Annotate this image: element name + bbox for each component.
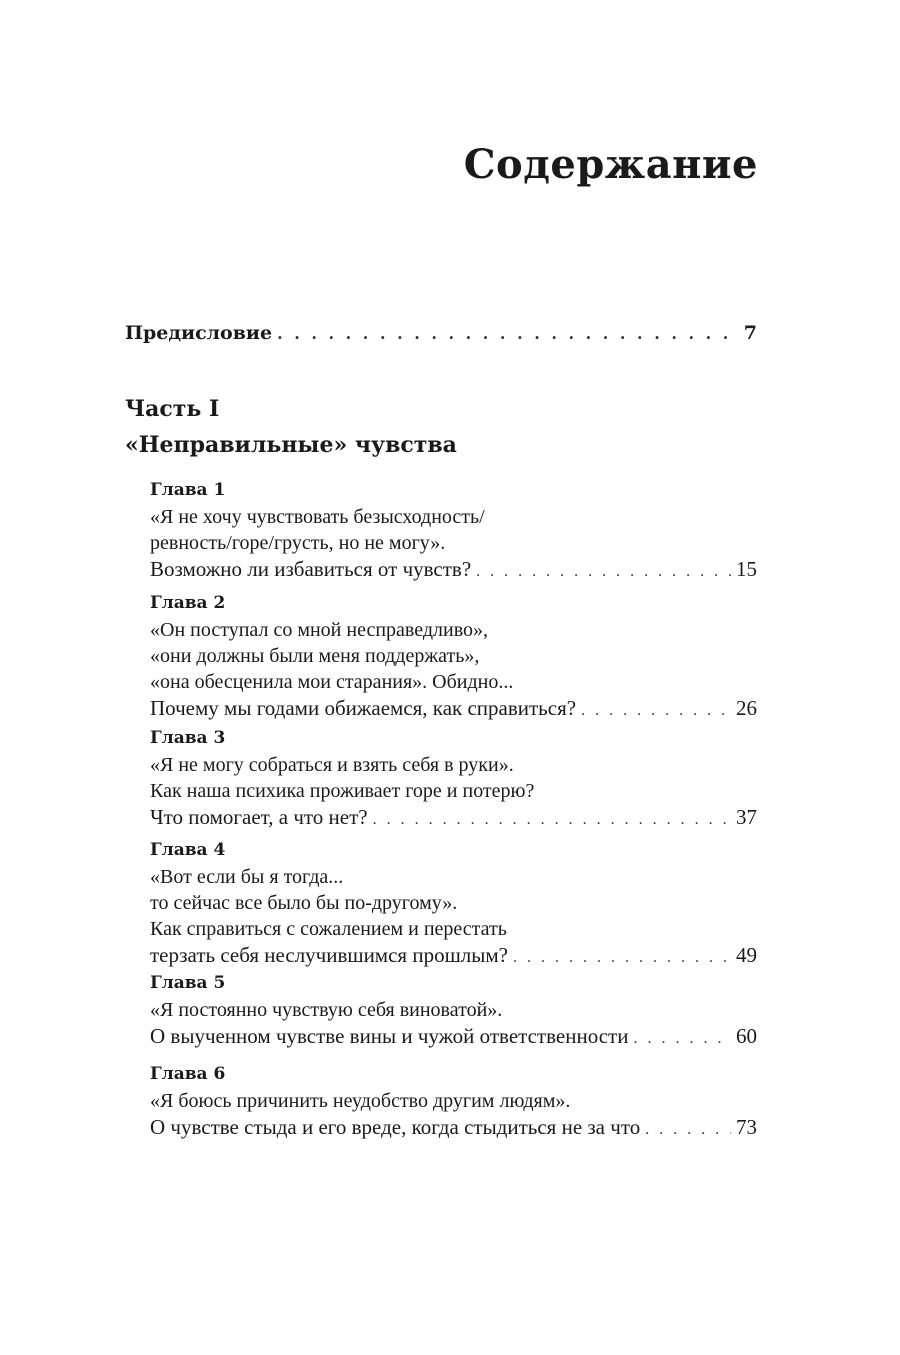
chapter-heading: Глава 4 [150, 840, 226, 860]
chapter-title-line: Как наша психика проживает горе и потерю? [150, 780, 535, 802]
chapter-title-line: Как справиться с сожалением и перестать [150, 918, 507, 940]
chapter-title-line: ревность/горе/грусть, но не могу». [150, 532, 446, 554]
toc-row [150, 942, 757, 971]
chapter-heading: Глава 6 [150, 1064, 226, 1084]
leader-dots [373, 806, 731, 833]
leader-dots [645, 1116, 731, 1143]
leader-dots [277, 320, 739, 347]
toc-entry-chapter-3[interactable] [150, 725, 757, 833]
toc-row [150, 695, 757, 724]
chapter-heading: Глава 3 [150, 728, 226, 748]
part-number: Часть I [125, 396, 220, 422]
entry-label: терзать себя неслучившимся прошлым? [150, 943, 508, 967]
entry-label: Предисловие [125, 322, 273, 344]
entry-label: Что помогает, а что нет? [150, 805, 368, 829]
page-number: 49 [736, 943, 757, 967]
part-heading [125, 391, 457, 463]
chapter-title-line: «Я боюсь причинить неудобство другим людям». [150, 1090, 571, 1112]
part-title: «Неправильные» чувства [125, 432, 457, 458]
entry-label: Почему мы годами обижаемся, как справиться? [150, 696, 577, 720]
page-number: 7 [743, 322, 757, 344]
page-title: Содержание [463, 141, 758, 188]
chapter-title-line: «они должны были меня поддержать», [150, 645, 480, 667]
chapter-heading: Глава 5 [150, 973, 226, 993]
chapter-title-line: «Я постоянно чувствую себя виноватой». [150, 999, 503, 1021]
page-number: 73 [736, 1115, 757, 1139]
leader-dots [513, 944, 731, 971]
chapter-title-line: «Я не могу собраться и взять себя в руки». [150, 754, 514, 776]
toc-entry-preface[interactable] [125, 320, 757, 347]
page-number: 15 [736, 557, 757, 581]
toc-row [125, 320, 757, 347]
page-number: 60 [736, 1024, 757, 1048]
toc-row [150, 1023, 757, 1052]
chapter-heading: Глава 2 [150, 593, 226, 613]
toc-entry-chapter-5[interactable] [150, 970, 757, 1052]
toc-row [150, 556, 757, 585]
page-number: 37 [736, 805, 757, 829]
leader-dots [581, 697, 731, 724]
entry-label: О выученном чувстве вины и чужой ответственности [150, 1024, 629, 1048]
page-number: 26 [736, 696, 757, 720]
toc-entry-chapter-2[interactable] [150, 590, 757, 724]
entry-label: О чувстве стыда и его вреде, когда стыдиться не за что [150, 1115, 641, 1139]
chapter-title-line: «она обесценила мои старания». Обидно... [150, 671, 514, 693]
chapter-heading: Глава 1 [150, 480, 226, 500]
leader-dots [476, 558, 731, 585]
toc-row [150, 804, 757, 833]
chapter-title-line: «Я не хочу чувствовать безысходность/ [150, 506, 485, 528]
toc-entry-chapter-1[interactable] [150, 477, 757, 585]
chapter-title-line: «Он поступал со мной несправедливо», [150, 619, 489, 641]
chapter-title-line: то сейчас все было бы по-другому». [150, 892, 458, 914]
toc-row [150, 1114, 757, 1143]
leader-dots [633, 1025, 731, 1052]
chapter-title-line: «Вот если бы я тогда... [150, 866, 344, 888]
entry-label: Возможно ли избавиться от чувств? [150, 557, 472, 581]
toc-entry-chapter-6[interactable] [150, 1061, 757, 1143]
toc-entry-chapter-4[interactable] [150, 837, 757, 971]
